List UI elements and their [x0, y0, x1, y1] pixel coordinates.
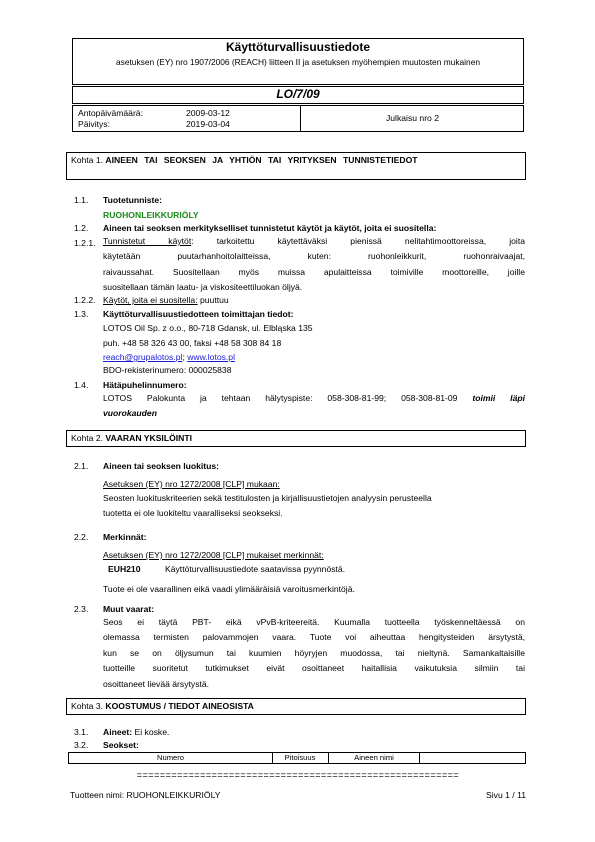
section1-title: AINEEN TAI SEOKSEN JA YHTIÖN TAI YRITYKSEN TUNNISTETIEDOT	[105, 155, 418, 165]
issue-date-label: Antopäivämäärä:	[78, 108, 143, 118]
label-classification: Aineen tai seoksen luokitus:	[103, 461, 220, 471]
supplier-email-link[interactable]: reach@grupalotos.pl	[103, 352, 183, 362]
num-3-1: 3.1.	[74, 727, 89, 737]
label-product-identifier: Tuotetunniste:	[103, 195, 163, 205]
edition-number: Julkaisu nro 2	[385, 113, 440, 123]
section3-title: KOOSTUMUS / TIEDOT AINEOSISTA	[105, 701, 254, 711]
section1-heading	[66, 152, 526, 180]
document-code: LO/7/09	[276, 87, 320, 101]
col-number: Numero	[69, 753, 273, 763]
clp-classification-ref: Asetuksen (EY) nro 1272/2008 [CLP] mukaan:	[103, 479, 280, 489]
emergency-info	[103, 391, 525, 422]
section2-title: VAARAN YKSILÖINTI	[105, 433, 192, 443]
section3-prefix: Kohta 3.	[71, 701, 104, 711]
substances-value: Ei koske.	[132, 727, 170, 737]
supplier-address: LOTOS Oil Sp. z o.o., 80-718 Gdansk, ul. Elbląska 135	[103, 323, 313, 333]
section2-prefix: Kohta 2.	[71, 433, 104, 443]
footer-rule: ========================================================	[136, 770, 460, 780]
section2-heading	[66, 430, 526, 447]
label-emergency: Hätäpuhelinnumero:	[103, 380, 187, 390]
num-1-2: 1.2.	[74, 223, 89, 233]
num-3-2: 3.2.	[74, 740, 89, 750]
other-hazards-line2: olemassa termisten palovammojen vaara. Tuote voi aiheuttaa hengitysteiden ärsytystä,	[103, 632, 525, 643]
classification-text	[103, 491, 525, 522]
num-1-2-2: 1.2.2.	[74, 295, 96, 305]
euh-code: EUH210	[108, 564, 141, 574]
identified-uses-line1: : tarkoitettu käytettäväksi pienissä nelitahtimoottoreissa, joita	[191, 236, 525, 246]
footer-product-name: Tuotteen nimi: RUOHONLEIKKURIÖLY	[70, 790, 221, 800]
uses-not-advised-value: puuttuu	[197, 295, 229, 305]
other-hazards-line1: Seos ei täytä PBT- eikä vPvB-kriteereitä. Kuumalla tuotteella työskenneltäessä on	[103, 617, 525, 627]
section1-prefix: Kohta 1.	[71, 155, 104, 165]
other-hazards-line3: kun se on öljysumun tai kuumien höyryjen muodossa, tai nieltynä. Samankaltaisille	[103, 647, 525, 658]
product-name: RUOHONLEIKKURIÖLY	[103, 210, 199, 220]
supplier-web-link[interactable]: www.lotos.pl	[187, 352, 235, 362]
num-2-2: 2.2.	[74, 532, 89, 542]
footer-page-number: Sivu 1 / 11	[486, 790, 526, 800]
issue-date-value: 2009-03-12	[186, 108, 230, 118]
substances	[103, 727, 525, 737]
num-2-1: 2.1.	[74, 461, 89, 471]
updated-value: 2019-03-04	[186, 119, 230, 129]
other-hazards-text	[103, 615, 525, 692]
label-mixtures: Seokset:	[103, 740, 139, 750]
col-substance-name: Aineen nimi	[329, 753, 420, 763]
uses-not-advised	[103, 295, 525, 305]
num-1-2-1: 1.2.1.	[74, 238, 96, 248]
supplier-links	[103, 352, 525, 362]
link-separator: ;	[182, 352, 188, 362]
other-hazards-line4: tuotteille suoritetut tutkimukset eivät osoittaneet haitallisia vaikutuksia silmiin tai	[103, 663, 525, 674]
section3-heading	[66, 698, 526, 715]
emergency-hours-1: toimii läpi	[472, 393, 525, 403]
uses-not-advised-label: Käytöt, joita ei suositella:	[103, 295, 198, 305]
num-1-1: 1.1.	[74, 195, 89, 205]
identified-uses-line2: käytetään puutarhanhoitolaitteissa, kuten: ruohonleikkurit, ruohonraivaajat,	[103, 251, 525, 262]
label-uses: Aineen tai seoksen merkitykselliset tunnistetut käytöt ja käytöt, joita ei suositella:	[103, 223, 437, 233]
bdo-number: BDO-rekisterinumero: 000025838	[103, 365, 232, 375]
num-1-3: 1.3.	[74, 309, 89, 319]
emergency-line: LOTOS Palokunta ja tehtaan hälytyspiste: 058-308-81-99; 058-308-81-09	[103, 393, 473, 403]
identified-uses-line3: raivaussahat. Suositellaan myös muissa apulaitteissa toimiville moottoreille, joille	[103, 266, 525, 277]
col-concentration: Pitoisuus	[272, 753, 329, 763]
label-other-hazards: Muut vaarat:	[103, 604, 155, 614]
document-subtitle: asetuksen (EY) nro 1907/2006 (REACH) liitteen II ja asetuksen myöhempien muutosten mukainen	[115, 57, 481, 67]
supplier-phone: puh. +48 58 326 43 00, faksi +48 58 308 84 18	[103, 338, 282, 348]
label-substances: Aineet:	[103, 727, 133, 737]
document-title: Käyttöturvallisuustiedote	[225, 40, 371, 54]
classification-line2: tuotetta ei ole luokiteltu vaaralliseksi seokseksi.	[103, 508, 283, 519]
label-labelling: Merkinnät:	[103, 532, 147, 542]
emergency-hours-2: vuorokauden	[103, 408, 157, 419]
identified-uses-line4: suositellaan tämän laatu- ja viskositeettiluokan öljyä.	[103, 282, 303, 293]
mixtures-table-header	[68, 752, 526, 764]
no-warning-text: Tuote ei ole vaarallinen eikä vaadi ylimääräisiä varoitusmerkintöjä.	[103, 584, 355, 594]
euh-statement: Käyttöturvallisuustiedote saatavissa pyynnöstä.	[165, 564, 346, 574]
identified-uses	[103, 234, 525, 296]
other-hazards-line5: osoittaneet lievää ärsytystä.	[103, 678, 210, 689]
label-supplier: Käyttöturvallisuustiedotteen toimittajan tiedot:	[103, 309, 294, 319]
identified-uses-label: Tunnistetut käytöt	[103, 236, 192, 246]
num-1-4: 1.4.	[74, 380, 89, 390]
updated-label: Päivitys:	[78, 119, 110, 129]
num-2-3: 2.3.	[74, 604, 89, 614]
classification-line1: Seosten luokituskriteerien sekä testitulosten ja kirjallisuustietojen analyysin perusteella	[103, 493, 432, 503]
clp-labelling-ref: Asetuksen (EY) nro 1272/2008 [CLP] mukaiset merkinnät:	[103, 550, 324, 560]
